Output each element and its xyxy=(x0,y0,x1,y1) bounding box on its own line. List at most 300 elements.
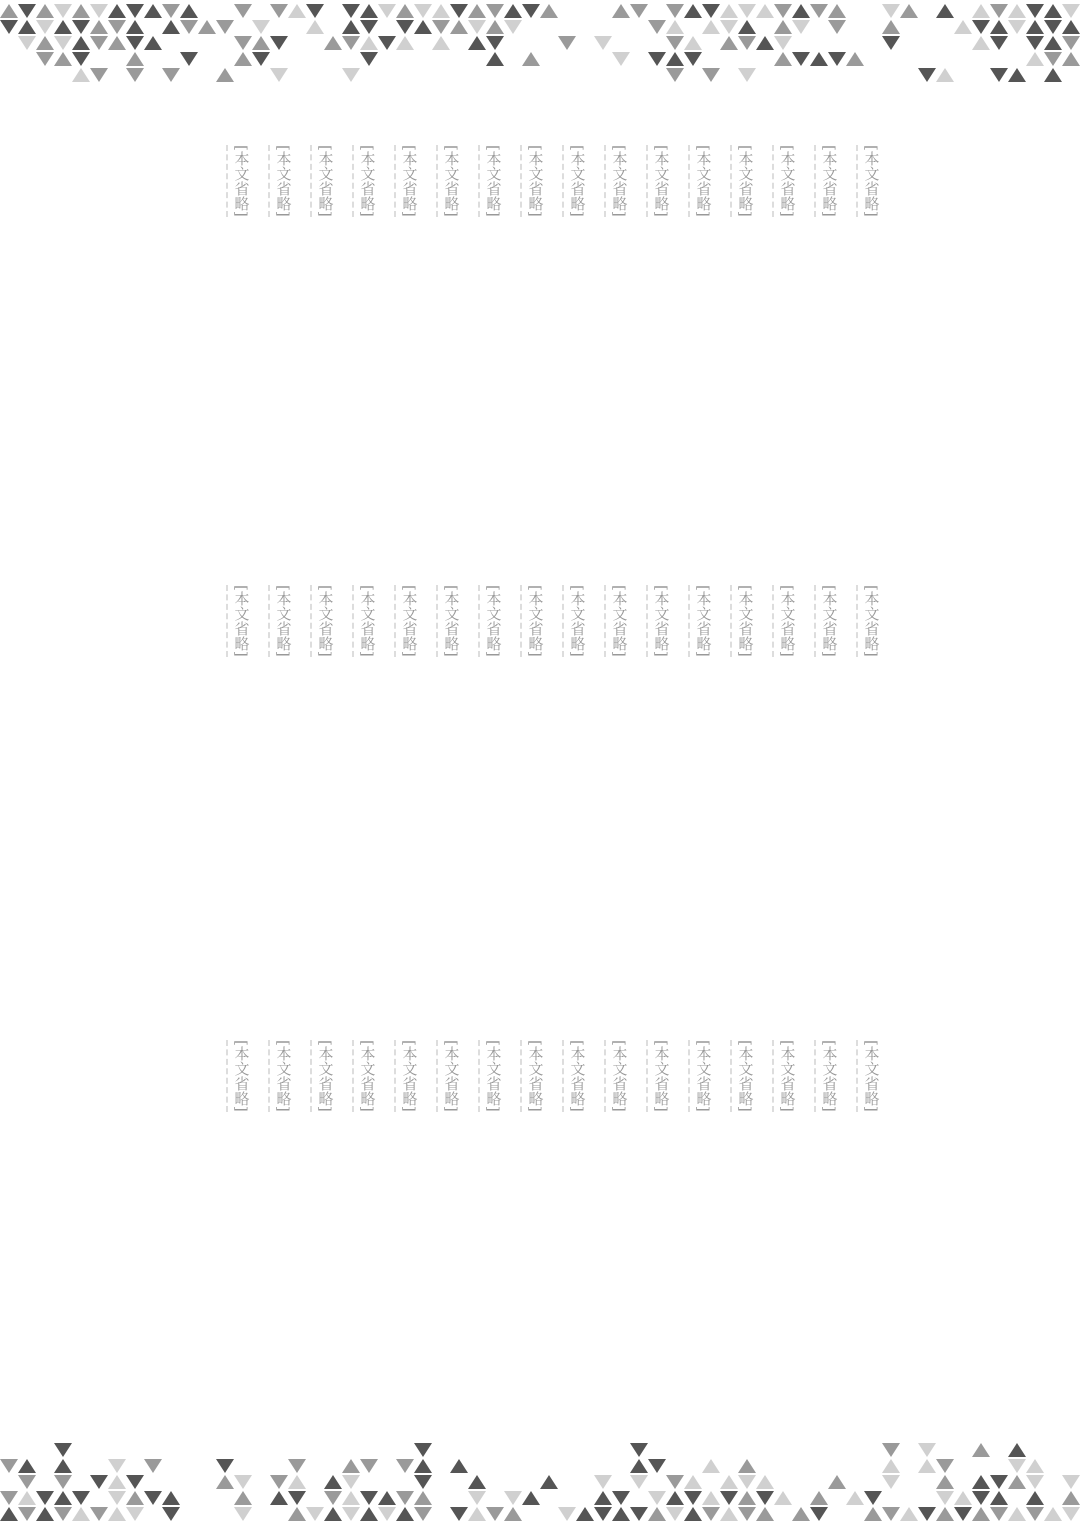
text-column xyxy=(512,145,554,505)
triangle-mark xyxy=(666,1507,684,1521)
text-column xyxy=(848,585,890,945)
triangle-mark xyxy=(126,1475,144,1489)
triangle-mark xyxy=(846,52,864,66)
redacted-text: [本文省略] xyxy=(562,1040,589,1112)
redacted-text: [本文省略] xyxy=(394,585,421,657)
triangle-mark xyxy=(288,1475,306,1489)
triangle-mark xyxy=(306,4,324,18)
triangle-mark xyxy=(54,1491,72,1505)
triangle-mark xyxy=(432,36,450,50)
triangle-mark xyxy=(180,20,198,34)
triangle-mark xyxy=(36,20,54,34)
triangle-mark xyxy=(216,20,234,34)
triangle-mark xyxy=(36,1507,54,1521)
triangle-mark xyxy=(702,68,720,82)
triangle-mark xyxy=(738,36,756,50)
triangle-mark xyxy=(936,1507,954,1521)
triangle-mark xyxy=(882,1507,900,1521)
triangle-mark xyxy=(972,1507,990,1521)
triangle-mark xyxy=(1026,1507,1044,1521)
triangle-mark xyxy=(324,1507,342,1521)
triangle-mark xyxy=(630,1459,648,1473)
triangle-mark xyxy=(306,20,324,34)
text-column xyxy=(386,1040,428,1400)
triangle-mark xyxy=(0,1459,18,1473)
triangle-mark xyxy=(396,1491,414,1505)
triangle-mark xyxy=(342,20,360,34)
text-column xyxy=(218,585,260,945)
triangle-mark xyxy=(54,4,72,18)
top-triangle-pattern xyxy=(0,0,1080,92)
triangle-mark xyxy=(252,52,270,66)
text-column xyxy=(302,145,344,505)
redacted-text: [本文省略] xyxy=(394,145,421,217)
triangle-mark xyxy=(378,1491,396,1505)
triangle-mark xyxy=(36,4,54,18)
triangle-mark xyxy=(972,4,990,18)
triangle-mark xyxy=(792,52,810,66)
triangle-mark xyxy=(918,68,936,82)
triangle-mark xyxy=(720,36,738,50)
triangle-mark xyxy=(486,52,504,66)
triangle-mark xyxy=(630,4,648,18)
triangle-mark xyxy=(918,1507,936,1521)
triangle-mark xyxy=(756,4,774,18)
triangle-mark xyxy=(756,1475,774,1489)
triangle-mark xyxy=(594,1491,612,1505)
triangle-mark xyxy=(594,36,612,50)
redacted-text: [本文省略] xyxy=(352,585,379,657)
text-column xyxy=(218,1040,260,1400)
triangle-mark xyxy=(360,20,378,34)
triangle-mark xyxy=(648,1507,666,1521)
triangle-mark xyxy=(216,68,234,82)
triangle-mark xyxy=(162,68,180,82)
text-column xyxy=(344,145,386,505)
text-column xyxy=(302,585,344,945)
triangle-mark xyxy=(792,20,810,34)
triangle-mark xyxy=(324,36,342,50)
triangle-mark xyxy=(216,1475,234,1489)
triangle-mark xyxy=(540,4,558,18)
triangle-mark xyxy=(1062,4,1080,18)
triangle-mark xyxy=(1026,1459,1044,1473)
triangle-mark xyxy=(702,1459,720,1473)
triangle-mark xyxy=(918,1459,936,1473)
triangle-mark xyxy=(342,4,360,18)
triangle-mark xyxy=(720,1475,738,1489)
triangle-mark xyxy=(306,1507,324,1521)
redacted-text: [本文省略] xyxy=(772,1040,799,1112)
triangle-mark xyxy=(900,1507,918,1521)
redacted-text: [本文省略] xyxy=(646,1040,673,1112)
triangle-mark xyxy=(234,1475,252,1489)
triangle-mark xyxy=(396,1507,414,1521)
triangle-mark xyxy=(738,4,756,18)
triangle-mark xyxy=(666,4,684,18)
triangle-mark xyxy=(360,4,378,18)
triangle-mark xyxy=(558,1507,576,1521)
triangle-mark xyxy=(108,4,126,18)
triangle-mark xyxy=(774,52,792,66)
triangle-mark xyxy=(36,1491,54,1505)
triangle-mark xyxy=(36,52,54,66)
triangle-mark xyxy=(720,20,738,34)
triangle-mark xyxy=(18,1475,36,1489)
triangle-mark xyxy=(990,20,1008,34)
text-column xyxy=(260,585,302,945)
triangle-mark xyxy=(414,1475,432,1489)
triangle-mark xyxy=(990,1475,1008,1489)
triangle-mark xyxy=(684,4,702,18)
triangle-mark xyxy=(810,1507,828,1521)
triangle-mark xyxy=(378,1507,396,1521)
triangle-mark xyxy=(342,1491,360,1505)
text-column xyxy=(302,1040,344,1400)
triangle-mark xyxy=(702,1491,720,1505)
triangle-mark xyxy=(108,1491,126,1505)
triangle-mark xyxy=(396,36,414,50)
text-column xyxy=(722,1040,764,1400)
triangle-mark xyxy=(774,20,792,34)
redacted-text: [本文省略] xyxy=(604,1040,631,1112)
triangle-mark xyxy=(576,1507,594,1521)
triangle-mark xyxy=(828,1475,846,1489)
triangle-mark xyxy=(936,68,954,82)
triangle-mark xyxy=(198,20,216,34)
triangle-mark xyxy=(972,1491,990,1505)
triangle-mark xyxy=(954,1491,972,1505)
text-column xyxy=(764,145,806,505)
triangle-mark xyxy=(1026,36,1044,50)
triangle-mark xyxy=(378,36,396,50)
triangle-mark xyxy=(1008,68,1026,82)
triangle-mark xyxy=(360,1459,378,1473)
redacted-text: [本文省略] xyxy=(520,145,547,217)
triangle-mark xyxy=(684,1491,702,1505)
text-column xyxy=(512,585,554,945)
triangle-mark xyxy=(990,1491,1008,1505)
redacted-text: [本文省略] xyxy=(310,1040,337,1112)
text-column xyxy=(848,145,890,505)
triangle-mark xyxy=(990,36,1008,50)
triangle-mark xyxy=(342,1459,360,1473)
triangle-mark xyxy=(342,68,360,82)
triangle-mark xyxy=(612,1491,630,1505)
text-block-bottom xyxy=(150,1040,890,1400)
triangle-mark xyxy=(72,68,90,82)
text-column xyxy=(554,585,596,945)
triangle-mark xyxy=(126,68,144,82)
bottom-triangle-pattern xyxy=(0,1433,1080,1525)
redacted-text: [本文省略] xyxy=(268,145,295,217)
triangle-mark xyxy=(630,1507,648,1521)
triangle-mark xyxy=(18,1459,36,1473)
triangle-mark xyxy=(54,1443,72,1457)
text-column xyxy=(260,145,302,505)
redacted-text: [本文省略] xyxy=(352,1040,379,1112)
triangle-mark xyxy=(522,52,540,66)
triangle-mark xyxy=(684,1475,702,1489)
redacted-text: [本文省略] xyxy=(226,145,253,217)
redacted-text: [本文省略] xyxy=(436,1040,463,1112)
triangle-mark xyxy=(558,36,576,50)
text-column xyxy=(596,585,638,945)
triangle-mark xyxy=(54,1459,72,1473)
triangle-mark xyxy=(684,36,702,50)
triangle-mark xyxy=(1062,20,1080,34)
triangle-mark xyxy=(918,1443,936,1457)
triangle-mark xyxy=(900,4,918,18)
triangle-mark xyxy=(504,20,522,34)
triangle-mark xyxy=(54,1507,72,1521)
triangle-mark xyxy=(882,20,900,34)
triangle-mark xyxy=(828,4,846,18)
triangle-mark xyxy=(144,1491,162,1505)
triangle-mark xyxy=(810,4,828,18)
triangle-mark xyxy=(810,1491,828,1505)
triangle-mark xyxy=(450,20,468,34)
triangle-mark xyxy=(162,1507,180,1521)
triangle-mark xyxy=(108,1475,126,1489)
redacted-text: [本文省略] xyxy=(604,145,631,217)
triangle-mark xyxy=(360,36,378,50)
text-column xyxy=(722,145,764,505)
triangle-mark xyxy=(342,1507,360,1521)
redacted-text: [本文省略] xyxy=(814,1040,841,1112)
triangle-mark xyxy=(144,1459,162,1473)
triangle-mark xyxy=(594,1507,612,1521)
triangle-mark xyxy=(810,52,828,66)
triangle-mark xyxy=(738,68,756,82)
redacted-text: [本文省略] xyxy=(562,145,589,217)
triangle-mark xyxy=(486,4,504,18)
text-column xyxy=(470,145,512,505)
triangle-mark xyxy=(468,1475,486,1489)
triangle-mark xyxy=(126,1491,144,1505)
triangle-mark xyxy=(468,1491,486,1505)
triangle-mark xyxy=(612,52,630,66)
text-column xyxy=(344,585,386,945)
triangle-mark xyxy=(468,4,486,18)
triangle-mark xyxy=(882,36,900,50)
text-block-middle xyxy=(150,585,890,945)
triangle-mark xyxy=(90,36,108,50)
triangle-mark xyxy=(720,4,738,18)
triangle-mark xyxy=(990,1507,1008,1521)
text-column xyxy=(344,1040,386,1400)
redacted-text: [本文省略] xyxy=(772,585,799,657)
redacted-text: [本文省略] xyxy=(226,585,253,657)
triangle-mark xyxy=(18,1491,36,1505)
text-column xyxy=(680,145,722,505)
triangle-mark xyxy=(414,1491,432,1505)
redacted-text: [本文省略] xyxy=(268,1040,295,1112)
triangle-mark xyxy=(972,1443,990,1457)
triangle-mark xyxy=(972,1475,990,1489)
triangle-mark xyxy=(522,1491,540,1505)
triangle-mark xyxy=(738,1459,756,1473)
triangle-mark xyxy=(702,20,720,34)
triangle-mark xyxy=(18,20,36,34)
triangle-mark xyxy=(1008,1459,1026,1473)
text-column xyxy=(638,1040,680,1400)
triangle-mark xyxy=(504,1507,522,1521)
triangle-mark xyxy=(252,20,270,34)
triangle-mark xyxy=(954,1507,972,1521)
redacted-text: [本文省略] xyxy=(436,145,463,217)
triangle-mark xyxy=(234,1491,252,1505)
triangle-mark xyxy=(846,1491,864,1505)
text-column xyxy=(470,585,512,945)
text-column xyxy=(680,585,722,945)
triangle-mark xyxy=(432,4,450,18)
redacted-text: [本文省略] xyxy=(688,585,715,657)
redacted-text: [本文省略] xyxy=(310,585,337,657)
triangle-mark xyxy=(666,68,684,82)
redacted-text: [本文省略] xyxy=(688,145,715,217)
triangle-mark xyxy=(702,4,720,18)
triangle-mark xyxy=(1062,36,1080,50)
text-column xyxy=(806,585,848,945)
triangle-mark xyxy=(720,1507,738,1521)
triangle-mark xyxy=(1026,52,1044,66)
triangle-mark xyxy=(936,1491,954,1505)
redacted-text: [本文省略] xyxy=(394,1040,421,1112)
triangle-mark xyxy=(954,20,972,34)
triangle-mark xyxy=(648,1459,666,1473)
triangle-mark xyxy=(972,20,990,34)
triangle-mark xyxy=(1062,1507,1080,1521)
redacted-text: [本文省略] xyxy=(730,585,757,657)
triangle-mark xyxy=(270,1475,288,1489)
redacted-text: [本文省略] xyxy=(646,145,673,217)
triangle-mark xyxy=(1008,1443,1026,1457)
redacted-text: [本文省略] xyxy=(310,145,337,217)
redacted-text: [本文省略] xyxy=(478,1040,505,1112)
triangle-mark xyxy=(864,1491,882,1505)
triangle-mark xyxy=(468,1507,486,1521)
redacted-text: [本文省略] xyxy=(814,145,841,217)
redacted-text: [本文省略] xyxy=(856,145,883,217)
triangle-mark xyxy=(72,20,90,34)
triangle-mark xyxy=(666,36,684,50)
text-column xyxy=(596,1040,638,1400)
redacted-text: [本文省略] xyxy=(520,1040,547,1112)
text-column xyxy=(554,1040,596,1400)
text-column xyxy=(428,585,470,945)
triangle-mark xyxy=(90,1475,108,1489)
triangle-mark xyxy=(702,1507,720,1521)
triangle-mark xyxy=(882,4,900,18)
triangle-mark xyxy=(54,36,72,50)
triangle-mark xyxy=(1044,36,1062,50)
triangle-mark xyxy=(1008,1507,1026,1521)
triangle-mark xyxy=(288,1491,306,1505)
triangle-mark xyxy=(756,1507,774,1521)
triangle-mark xyxy=(378,4,396,18)
triangle-mark xyxy=(882,1459,900,1473)
redacted-text: [本文省略] xyxy=(520,585,547,657)
triangle-mark xyxy=(1044,52,1062,66)
text-column xyxy=(680,1040,722,1400)
triangle-mark xyxy=(288,1459,306,1473)
redacted-text: [本文省略] xyxy=(478,145,505,217)
triangle-mark xyxy=(1008,4,1026,18)
triangle-mark xyxy=(144,36,162,50)
triangle-mark xyxy=(666,1475,684,1489)
triangle-mark xyxy=(144,4,162,18)
text-column xyxy=(806,1040,848,1400)
triangle-mark xyxy=(450,1507,468,1521)
triangle-mark xyxy=(54,52,72,66)
triangle-mark xyxy=(162,20,180,34)
triangle-mark xyxy=(342,36,360,50)
redacted-text: [本文省略] xyxy=(730,145,757,217)
triangle-mark xyxy=(738,20,756,34)
triangle-mark xyxy=(414,4,432,18)
triangle-mark xyxy=(1026,1491,1044,1505)
triangle-mark xyxy=(108,36,126,50)
redacted-text: [本文省略] xyxy=(856,585,883,657)
text-column xyxy=(428,1040,470,1400)
text-column xyxy=(806,145,848,505)
triangle-mark xyxy=(648,1491,666,1505)
triangle-mark xyxy=(360,1507,378,1521)
triangle-mark xyxy=(180,52,198,66)
triangle-mark xyxy=(864,1507,882,1521)
triangle-mark xyxy=(414,1507,432,1521)
triangle-mark xyxy=(18,1507,36,1521)
redacted-text: [本文省略] xyxy=(856,1040,883,1112)
triangle-mark xyxy=(612,4,630,18)
triangle-mark xyxy=(792,1507,810,1521)
text-column xyxy=(638,585,680,945)
triangle-mark xyxy=(108,1507,126,1521)
triangle-mark xyxy=(414,20,432,34)
triangle-mark xyxy=(540,1475,558,1489)
triangle-mark xyxy=(126,36,144,50)
triangle-mark xyxy=(270,1491,288,1505)
triangle-mark xyxy=(360,52,378,66)
triangle-mark xyxy=(666,20,684,34)
triangle-mark xyxy=(756,36,774,50)
triangle-mark xyxy=(72,4,90,18)
triangle-mark xyxy=(90,1507,108,1521)
triangle-mark xyxy=(36,36,54,50)
triangle-mark xyxy=(18,4,36,18)
triangle-mark xyxy=(990,68,1008,82)
text-column xyxy=(848,1040,890,1400)
triangle-mark xyxy=(72,36,90,50)
triangle-mark xyxy=(72,1507,90,1521)
triangle-mark xyxy=(468,36,486,50)
triangle-mark xyxy=(0,20,18,34)
triangle-mark xyxy=(1026,4,1044,18)
redacted-text: [本文省略] xyxy=(646,585,673,657)
triangle-mark xyxy=(162,1491,180,1505)
triangle-mark xyxy=(0,4,18,18)
triangle-mark xyxy=(324,1491,342,1505)
redacted-text: [本文省略] xyxy=(604,585,631,657)
triangle-mark xyxy=(828,52,846,66)
text-block-top xyxy=(150,145,890,505)
text-column xyxy=(596,145,638,505)
triangle-mark xyxy=(90,20,108,34)
triangle-mark xyxy=(1044,4,1062,18)
triangle-mark xyxy=(324,1475,342,1489)
triangle-mark xyxy=(1062,1491,1080,1505)
